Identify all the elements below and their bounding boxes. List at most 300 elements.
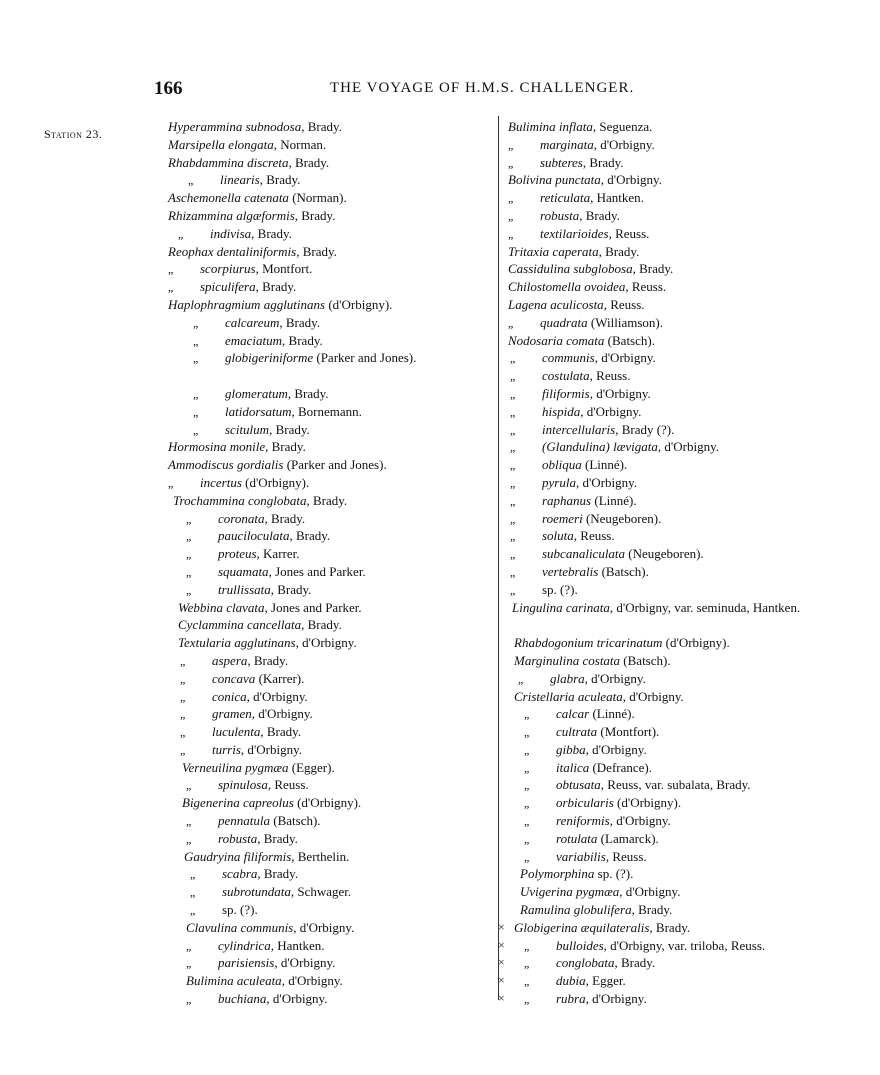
species-name: Bolivina punctata xyxy=(508,172,601,188)
species-author: , d'Orbigny. xyxy=(622,688,684,704)
species-entry xyxy=(168,937,488,955)
species-author: , Jones and Parker. xyxy=(268,563,366,579)
species-name: Bulimina inflata xyxy=(508,119,593,134)
ditto-mark: „ xyxy=(193,333,199,348)
ditto-mark: „ xyxy=(186,814,192,829)
ditto-mark: „ xyxy=(186,831,192,846)
ditto-mark: „ xyxy=(180,689,186,704)
species-name: turris xyxy=(212,741,241,757)
species-entry xyxy=(168,260,488,278)
species-name: proteus xyxy=(218,546,257,562)
species-author: , d'Orbigny. xyxy=(657,439,719,455)
ditto-mark: „ xyxy=(186,564,192,579)
ditto-mark: „ xyxy=(510,440,516,455)
species-name: Aschemonella catenata xyxy=(168,190,289,206)
species-name: Tritaxia caperata xyxy=(508,243,599,259)
species-author: , Brady. xyxy=(255,279,297,295)
species-author: (Karrer). xyxy=(255,670,305,686)
running-head: THE VOYAGE OF H.M.S. CHALLENGER. xyxy=(330,80,635,96)
species-name: filiformis xyxy=(542,385,590,401)
species-entry xyxy=(168,883,488,901)
species-author: , Brady. xyxy=(287,385,329,401)
species-author: , Reuss, var. subalata, Brady. xyxy=(600,777,751,793)
ditto-mark: „ xyxy=(508,226,514,241)
species-entry xyxy=(498,937,868,955)
ditto-mark: „ xyxy=(168,280,174,295)
species-author: , Reuss. xyxy=(625,279,667,295)
species-author: , Brady. xyxy=(306,492,348,508)
ditto-mark: „ xyxy=(186,992,192,1007)
species-name: Cyclammina cancellata xyxy=(178,617,302,633)
ditto-mark: „ xyxy=(180,671,186,686)
species-entry xyxy=(168,972,488,990)
species-author: , Brady. xyxy=(251,225,292,241)
ditto-mark: „ xyxy=(188,173,194,188)
cross-mark: × xyxy=(498,937,505,952)
column-divider xyxy=(498,116,499,1000)
species-name: obtusata xyxy=(556,777,601,793)
species-author: , Brady. xyxy=(260,724,302,740)
species-author: (Batsch). xyxy=(620,652,671,668)
species-author: , Brady. xyxy=(264,510,306,526)
species-entry xyxy=(508,492,868,510)
species-author: , Brady. xyxy=(649,919,691,935)
species-name: luculenta xyxy=(212,724,261,740)
species-author: , Brady. xyxy=(270,581,312,597)
station-label: Station 23. xyxy=(44,127,103,141)
species-author: (d'Orbigny). xyxy=(662,635,730,651)
species-entry xyxy=(508,510,868,528)
species-name: Bigenerina capreolus xyxy=(182,795,294,811)
ditto-mark: „ xyxy=(524,849,530,864)
species-entry xyxy=(508,848,868,866)
species-author: , Brady. xyxy=(631,902,673,918)
species-entry xyxy=(168,385,488,403)
ditto-mark: „ xyxy=(508,208,514,223)
species-author: , d'Orbigny. xyxy=(589,385,651,401)
species-entry xyxy=(168,207,488,225)
species-name: pennatula xyxy=(218,813,270,829)
species-name: squamata xyxy=(218,563,269,579)
species-author: (Batsch). xyxy=(604,332,655,348)
species-name: coronata xyxy=(218,510,265,526)
ditto-mark: „ xyxy=(524,742,530,757)
species-author: , Reuss. xyxy=(605,848,647,864)
species-author: (Batsch). xyxy=(270,813,321,829)
species-entry xyxy=(168,171,488,189)
species-author: , d'Orbigny. xyxy=(600,172,662,188)
species-author: , Brady. xyxy=(269,421,310,437)
species-entry xyxy=(168,919,488,937)
species-entry xyxy=(498,972,868,990)
species-name: latidorsatum xyxy=(225,403,292,419)
species-author: , Karrer. xyxy=(256,546,300,562)
species-entry xyxy=(168,776,488,794)
cross-mark: × xyxy=(498,919,505,934)
species-name: trullissata xyxy=(218,581,271,597)
species-entry xyxy=(168,545,488,563)
ditto-mark: „ xyxy=(510,547,516,562)
species-name: Clavulina communis xyxy=(186,919,294,935)
species-author: , Reuss. xyxy=(589,368,631,384)
species-name: soluta xyxy=(542,528,574,544)
species-author: (Williamson). xyxy=(587,314,663,330)
ditto-mark: „ xyxy=(508,155,514,170)
ditto-mark: „ xyxy=(168,262,174,277)
species-name: Cassidulina subglobosa xyxy=(508,261,633,277)
species-author: , Reuss. xyxy=(267,777,309,793)
ditto-mark: „ xyxy=(186,511,192,526)
species-name: robusta xyxy=(218,830,258,846)
species-name: spinulosa xyxy=(218,777,268,793)
ditto-mark: „ xyxy=(510,458,516,473)
species-entry xyxy=(508,171,868,189)
species-author: (Batsch). xyxy=(598,563,649,579)
ditto-mark: „ xyxy=(524,992,530,1007)
ditto-mark: „ xyxy=(193,386,199,401)
ditto-mark: „ xyxy=(510,475,516,490)
ditto-mark: „ xyxy=(186,956,192,971)
species-name: costulata xyxy=(542,368,590,384)
species-name: Polymorphina xyxy=(520,866,595,882)
ditto-mark: „ xyxy=(193,422,199,437)
species-entry xyxy=(508,403,868,421)
species-author: , Brady. xyxy=(294,207,336,223)
species-name: cylindrica xyxy=(218,937,271,953)
species-author: , Bornemann. xyxy=(291,403,362,419)
species-entry xyxy=(508,154,868,172)
species-name: Marsipella elongata xyxy=(168,136,274,152)
species-name: Hyperammina subnodosa xyxy=(168,119,302,134)
cross-mark: × xyxy=(498,973,505,988)
species-author: (Linné). xyxy=(581,457,628,473)
species-name: aspera xyxy=(212,652,248,668)
species-name: intercellularis xyxy=(542,421,616,437)
species-author: , Brady. xyxy=(288,154,330,170)
species-entry xyxy=(508,901,868,919)
species-entry xyxy=(168,901,488,919)
species-entry xyxy=(508,456,868,474)
species-entry xyxy=(508,296,868,314)
species-entry xyxy=(168,243,488,261)
species-entry xyxy=(508,705,868,723)
ditto-mark: „ xyxy=(510,511,516,526)
species-author: , d'Orbigny, var. seminuda, Hantken. xyxy=(609,599,801,615)
species-name: rotulata xyxy=(556,830,598,846)
species-name: bulloides xyxy=(556,937,604,953)
species-author: , Brady. xyxy=(279,314,321,330)
species-entry xyxy=(508,207,868,225)
species-name: textilarioides xyxy=(540,225,609,241)
species-entry xyxy=(508,136,868,154)
species-entry xyxy=(168,492,488,510)
species-name: Hormosina monile xyxy=(168,439,266,455)
ditto-mark: „ xyxy=(186,938,192,953)
species-entry xyxy=(508,830,868,848)
species-name: quadrata xyxy=(540,314,588,330)
ditto-mark: „ xyxy=(524,760,530,775)
species-entry xyxy=(168,154,488,172)
ditto-mark: „ xyxy=(524,778,530,793)
species-entry xyxy=(168,599,488,617)
species-author: (Parker and Jones). xyxy=(283,457,387,473)
species-entry xyxy=(168,848,488,866)
ditto-mark: „ xyxy=(186,547,192,562)
ditto-mark: „ xyxy=(186,778,192,793)
species-author: , d'Orbigny. xyxy=(593,136,655,152)
species-entry xyxy=(498,954,868,972)
species-name: emaciatum xyxy=(225,332,283,348)
species-author: , Reuss. xyxy=(603,296,645,312)
ditto-mark: „ xyxy=(524,974,530,989)
species-name: gibba xyxy=(556,741,586,757)
species-entry xyxy=(508,189,868,207)
species-author: , Seguenza. xyxy=(592,119,653,134)
species-name: incertus xyxy=(200,474,242,490)
species-entry xyxy=(508,367,868,385)
species-entry xyxy=(508,118,868,136)
species-author: (Norman). xyxy=(288,190,347,206)
species-name: orbicularis xyxy=(556,795,614,811)
species-name: Textularia agglutinans xyxy=(178,635,296,651)
species-entry xyxy=(508,243,868,261)
species-author: sp. (?). xyxy=(222,902,258,918)
ditto-mark: „ xyxy=(193,315,199,330)
species-name: roemeri xyxy=(542,510,583,526)
species-entry xyxy=(168,474,488,492)
species-name: Trochammina conglobata xyxy=(173,492,307,508)
ditto-mark: „ xyxy=(190,867,196,882)
species-name: italica xyxy=(556,759,590,775)
species-author: , d'Orbigny. xyxy=(240,741,302,757)
species-author: (Linné). xyxy=(591,492,637,508)
species-author: (Linné). xyxy=(589,706,635,722)
ditto-mark: „ xyxy=(190,903,196,918)
species-author: , d'Orbigny. xyxy=(295,635,357,651)
species-name: Bulimina aculeata xyxy=(186,973,282,989)
species-entry xyxy=(168,581,488,599)
species-name: Globigerina æquilateralis xyxy=(514,919,650,935)
species-name: glabra xyxy=(550,670,585,686)
ditto-mark: „ xyxy=(524,725,530,740)
species-author: , d'Orbigny. xyxy=(609,813,671,829)
ditto-mark: „ xyxy=(178,226,184,241)
ditto-mark: „ xyxy=(186,529,192,544)
species-entry xyxy=(508,599,868,635)
species-author: , d'Orbigny. xyxy=(585,741,647,757)
species-author: , d'Orbigny. xyxy=(274,955,336,971)
species-author: , Reuss. xyxy=(608,225,650,241)
species-author: (Parker and Jones). xyxy=(313,350,417,366)
species-entry xyxy=(168,403,488,421)
species-entry xyxy=(168,794,488,812)
page-header xyxy=(0,78,880,100)
species-name: Ammodiscus gordialis xyxy=(168,457,284,473)
species-entry xyxy=(508,349,868,367)
ditto-mark: „ xyxy=(508,191,514,206)
species-author: , d'Orbigny. xyxy=(246,688,308,704)
species-entry xyxy=(508,865,868,883)
species-author: sp. (?). xyxy=(594,866,634,882)
species-entry xyxy=(168,812,488,830)
species-entry xyxy=(508,812,868,830)
ditto-mark: „ xyxy=(510,564,516,579)
species-name: Reophax dentaliniformis xyxy=(168,243,297,259)
species-author: (Egger). xyxy=(288,759,335,775)
species-author: , Montfort. xyxy=(255,261,313,277)
species-entry xyxy=(168,741,488,759)
species-name: Verneuilina pygmæa xyxy=(182,759,289,775)
species-author: , d'Orbigny. xyxy=(575,474,638,490)
species-name: subrotundata xyxy=(222,884,291,900)
species-author: (Neugeboren). xyxy=(625,546,704,562)
species-author: , Brady. xyxy=(282,332,323,348)
species-entry xyxy=(508,474,868,492)
species-name: linearis xyxy=(220,172,260,188)
ditto-mark: „ xyxy=(190,885,196,900)
cross-mark: × xyxy=(498,991,505,1006)
species-author: , d'Orbigny, var. triloba, Reuss. xyxy=(603,937,766,953)
species-author: , Brady. xyxy=(247,652,289,668)
ditto-mark: „ xyxy=(186,582,192,597)
species-author: , Brady. xyxy=(582,154,624,170)
species-name: raphanus xyxy=(542,492,592,508)
species-author: , Berthelin. xyxy=(291,848,350,864)
species-entry xyxy=(508,421,868,439)
species-name: conica xyxy=(212,688,247,704)
species-entry xyxy=(508,741,868,759)
species-author: , Egger. xyxy=(585,973,626,989)
species-entry xyxy=(508,260,868,278)
species-author: (d'Orbigny). xyxy=(241,474,310,490)
species-name: vertebralis xyxy=(542,563,599,579)
species-entry xyxy=(508,278,868,296)
species-entry xyxy=(168,314,488,332)
species-entry xyxy=(168,136,488,154)
species-name: reticulata xyxy=(540,190,591,206)
species-author: , Brady. xyxy=(257,866,299,882)
species-entry xyxy=(168,296,488,314)
species-entry xyxy=(508,794,868,812)
ditto-mark: „ xyxy=(510,404,516,419)
species-entry xyxy=(168,421,488,439)
ditto-mark: „ xyxy=(510,582,516,597)
species-name: Rhabdammina discreta xyxy=(168,154,289,170)
species-column-right xyxy=(498,118,868,1008)
species-name: parisiensis xyxy=(218,955,275,971)
species-name: dubia xyxy=(556,973,586,989)
species-name: pauciloculata xyxy=(218,528,290,544)
species-entry xyxy=(168,652,488,670)
species-author: , Brady. xyxy=(289,528,331,544)
species-name: spiculifera xyxy=(200,279,256,295)
species-name: Uvigerina pygmæa xyxy=(520,884,620,900)
species-entry xyxy=(508,563,868,581)
species-name: Nodosaria comata xyxy=(508,332,605,348)
species-name: Lagena aculicosta xyxy=(508,296,604,312)
ditto-mark: „ xyxy=(180,707,186,722)
species-entry xyxy=(168,225,488,243)
species-entry xyxy=(168,705,488,723)
species-entry xyxy=(168,634,488,652)
species-author: , Norman. xyxy=(273,136,327,152)
species-author: , d'Orbigny. xyxy=(585,991,647,1007)
species-name: variabilis xyxy=(556,848,606,864)
species-author: (Neugeboren). xyxy=(582,510,662,526)
species-entry xyxy=(168,527,488,545)
species-name: buchiana xyxy=(218,991,267,1007)
ditto-mark: „ xyxy=(524,707,530,722)
species-entry xyxy=(168,990,488,1008)
species-name: conglobata xyxy=(556,955,615,971)
species-name: hispida xyxy=(542,403,581,419)
ditto-mark: „ xyxy=(510,369,516,384)
species-entry xyxy=(508,527,868,545)
species-author: , Brady. xyxy=(301,119,342,134)
ditto-mark: „ xyxy=(518,671,524,686)
species-entry xyxy=(168,830,488,848)
species-author: , d'Orbigny. xyxy=(293,919,355,935)
species-entry xyxy=(508,385,868,403)
species-entry xyxy=(508,723,868,741)
species-entry xyxy=(508,776,868,794)
cross-mark: × xyxy=(498,955,505,970)
species-author: , d'Orbigny. xyxy=(281,973,343,989)
ditto-mark: „ xyxy=(193,404,199,419)
species-entry xyxy=(508,332,868,350)
species-author: , Hantken. xyxy=(590,190,644,206)
species-author: , Brady. xyxy=(259,172,301,188)
ditto-mark: „ xyxy=(524,796,530,811)
species-author: , d'Orbigny. xyxy=(251,706,313,722)
species-author: (Defrance). xyxy=(589,759,653,775)
species-author: , Brady. xyxy=(296,243,337,259)
species-author: , Schwager. xyxy=(290,884,352,900)
species-author: , Brady (?). xyxy=(615,421,675,437)
species-name: Lingulina carinata xyxy=(512,599,610,615)
species-author: , Hantken. xyxy=(270,937,325,953)
species-author: , Brady. xyxy=(301,617,342,633)
ditto-mark: „ xyxy=(180,742,186,757)
ditto-mark: „ xyxy=(508,315,514,330)
species-name: reniformis xyxy=(556,813,610,829)
species-author: , Brady. xyxy=(257,830,298,846)
ditto-mark: „ xyxy=(180,725,186,740)
species-author: , Brady. xyxy=(614,955,656,971)
species-name: scabra xyxy=(222,866,258,882)
species-author: , d'Orbigny. xyxy=(619,884,681,900)
species-author: (d'Orbigny). xyxy=(293,795,362,811)
species-name: scorpiurus xyxy=(200,261,256,277)
species-author: sp. (?). xyxy=(542,581,578,597)
species-author: , d'Orbigny. xyxy=(584,670,646,686)
ditto-mark: „ xyxy=(524,956,530,971)
species-author: , d'Orbigny. xyxy=(266,991,328,1007)
species-author: , Jones and Parker. xyxy=(264,599,362,615)
ditto-mark: „ xyxy=(193,351,199,366)
species-entry xyxy=(168,438,488,456)
species-name: communis xyxy=(542,350,595,366)
species-entry xyxy=(508,225,868,243)
species-author: , Brady. xyxy=(579,207,620,223)
species-author: (Montfort). xyxy=(597,724,660,740)
species-author: (d'Orbigny). xyxy=(613,795,682,811)
species-entry xyxy=(168,723,488,741)
species-entry xyxy=(508,652,868,670)
species-entry xyxy=(168,865,488,883)
species-entry xyxy=(508,438,868,456)
species-name: concava xyxy=(212,670,256,686)
